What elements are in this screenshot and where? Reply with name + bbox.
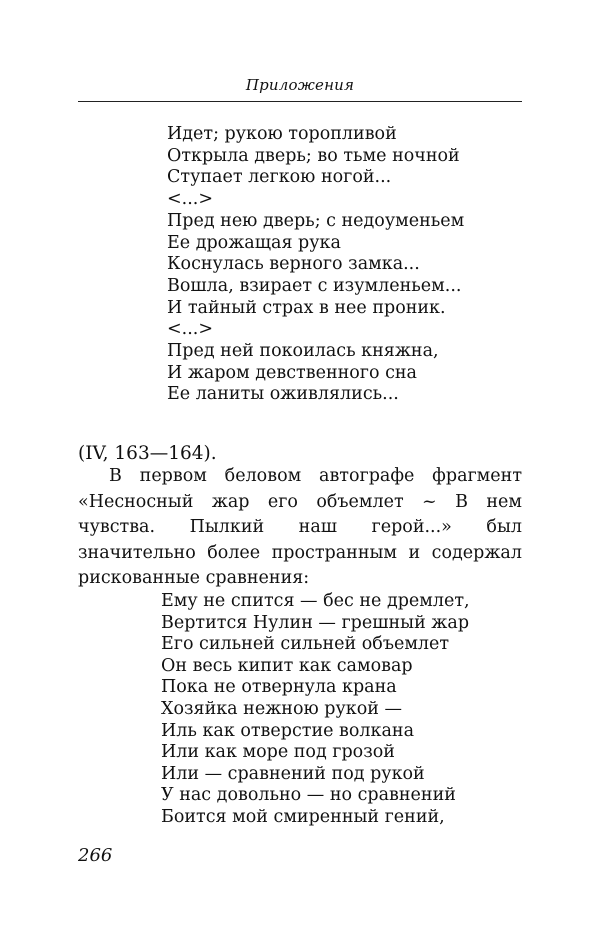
verse-line: Ему не спится — бес не дремлет, <box>161 591 470 611</box>
verse-line: Пока не отвернула крана <box>161 677 397 698</box>
verse-line: Или как море под грозой <box>161 742 395 763</box>
verse-line: Коснулась верного замка... <box>167 254 420 275</box>
verse-line: У нас довольно — но сравнений <box>161 785 456 806</box>
verse-line: Ступает легкою ногой... <box>167 167 392 188</box>
verse-line: Его сильней сильней объемлет <box>161 634 450 655</box>
running-head: Приложения <box>245 76 355 94</box>
verse-line: Вошла, взирает с изумленьем... <box>167 275 462 296</box>
verse-line: Иль как отверстие волкана <box>161 720 415 741</box>
verse-ellipsis: <...> <box>167 189 214 210</box>
verse-line: Открыла дверь; во тьме ночной <box>167 145 460 166</box>
verse-block-1 <box>167 124 464 406</box>
verse-line: И жаром девственного сна <box>167 362 417 383</box>
verse-line: Идет; рукою торопливой <box>167 124 397 144</box>
header-rule <box>78 101 522 102</box>
verse-line: Ее ланиты оживлялись... <box>167 384 399 405</box>
verse-line: Вертится Нулин — грешный жар <box>161 612 470 633</box>
verse-ellipsis: <...> <box>167 319 214 340</box>
verse-line: Хозяйка нежною рукой — <box>161 698 402 719</box>
verse-block-2 <box>161 591 470 829</box>
verse-line: Или — сравнений под рукой <box>161 763 425 784</box>
verse-line: Пред ней покоилась княжна, <box>167 341 439 362</box>
commentary-paragraph: В первом беловом автографе фрагмент «Несносный жар его объемлет ~ В нем чувства. Пылкий наш герой...» был значительно более пространным и содержал рискованные сравнения: <box>78 466 522 588</box>
verse-line: Пред нею дверь; с недоуменьем <box>167 210 465 231</box>
verse-line: Боится мой смиренный гений, <box>161 806 445 827</box>
verse-line: Он весь кипит как самовар <box>161 655 413 676</box>
verse-line: И тайный страх в нее проник. <box>167 297 446 318</box>
page-number: 266 <box>78 845 113 866</box>
section-reference: (IV, 163—164). <box>78 443 217 464</box>
verse-line: Ее дрожащая рука <box>167 232 341 253</box>
